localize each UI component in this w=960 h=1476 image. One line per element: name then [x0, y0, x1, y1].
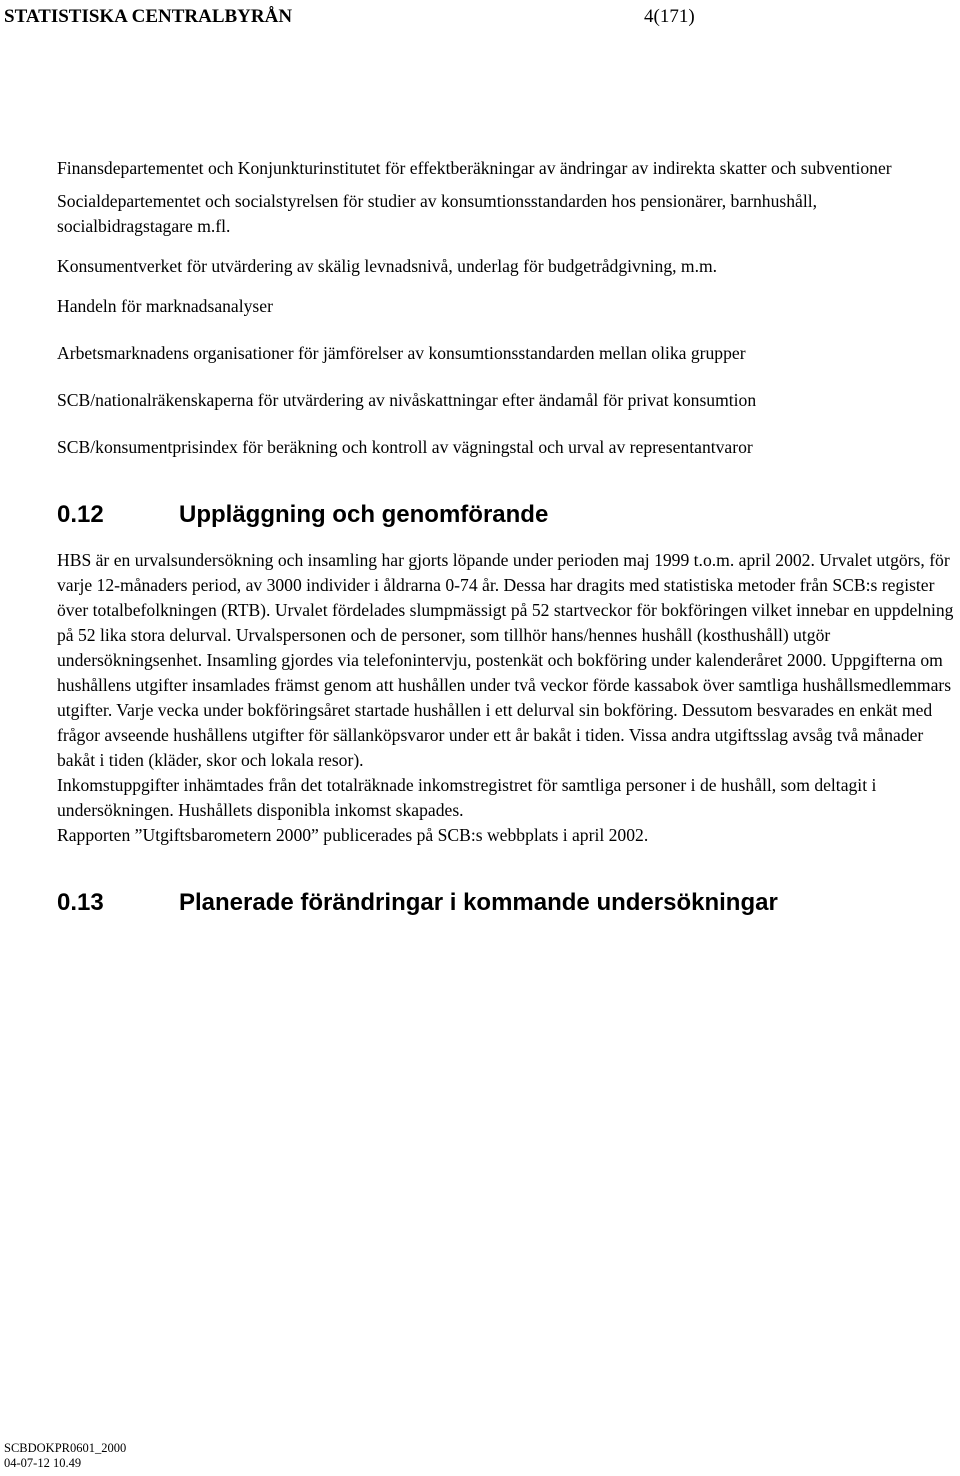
- document-body: [57, 156, 957, 918]
- user-item: Finansdepartementet och Konjunkturinstitutet för effektberäkningar av ändringar av indirekta skatter och subventioner: [57, 158, 892, 178]
- section-heading: [57, 500, 957, 530]
- print-date: 04-07-12 10.49: [4, 1456, 82, 1470]
- section-title: Planerade förändringar i kommande undersökningar: [179, 889, 778, 916]
- body-paragraph: HBS är en urvalsundersökning och insamling har gjorts löpande under perioden maj 1999 t.o.m. april 2002. Urvalet utgörs, för varje 12-månaders period, av 3000 individer i åldrarna 0-74 år. Dessa har dragits med statistiska metoder från SCB:s register över totalbefolkningen (RTB). Urvalet fördelades slumpmässigt på 52 startveckor för bokföringen vilket innebar en uppdelning på 52 lika stora delurval. Urvalspersonen och de personer, som tillhör hans/hennes hushåll (kosthushåll) utgör undersökningsenhet. Insamling gjordes via telefonintervju, postenkät och bokföring under kalenderåret 2000. Uppgifterna om hushållens utgifter insamlades främst genom att hushållen under två veckor förde kassabok över samtliga hushållsmedlemmars utgifter. Varje vecka under bokföringsåret startade hushållen i ett delurval sin bokföring. Dessutom besvarades en enkät med frågor avseende hushållens utgifter för sällanköpsvaror under ett år bakåt i tiden. Vissa andra utgiftsslag avsåg två månader bakåt i tiden (kläder, skor och lokala resor).: [57, 550, 954, 770]
- body-paragraph: Rapporten ”Utgiftsbarometern 2000” publicerades på SCB:s webbplats i april 2002.: [57, 825, 649, 845]
- page-header: [4, 4, 944, 30]
- section-heading: [57, 888, 957, 918]
- section-number: 0.13: [57, 889, 104, 916]
- page-number: 4(171): [644, 6, 695, 27]
- header-organization: STATISTISKA CENTRALBYRÅN: [4, 6, 293, 27]
- section-number: 0.12: [57, 501, 104, 528]
- user-item: Handeln för marknadsanalyser: [57, 296, 273, 316]
- section-title: Uppläggning och genomförande: [179, 501, 549, 528]
- user-item: Socialdepartementet och socialstyrelsen för studier av konsumtionsstandarden hos pensionärer, barnhushåll, socialbidragstagare m.fl.: [57, 191, 818, 236]
- user-item: SCB/nationalräkenskaperna för utvärdering av nivåskattningar efter ändamål för privat konsumtion: [57, 390, 757, 410]
- user-item: Konsumentverket för utvärdering av skälig levnadsnivå, underlag för budgetrådgivning, m.m.: [57, 256, 718, 276]
- user-item: SCB/konsumentprisindex för beräkning och kontroll av vägningstal och urval av representantvaror: [57, 437, 753, 457]
- body-paragraph: Inkomstuppgifter inhämtades från det totalräknade inkomstregistret för samtliga personer i de hushåll, som deltagit i undersökningen. Hushållets disponibla inkomst skapades.: [57, 775, 877, 820]
- page-footer: [4, 1441, 126, 1471]
- document-id: SCBDOKPR0601_2000: [4, 1441, 127, 1455]
- user-item: Arbetsmarknadens organisationer för jämförelser av konsumtionsstandarden mellan olika grupper: [57, 343, 746, 363]
